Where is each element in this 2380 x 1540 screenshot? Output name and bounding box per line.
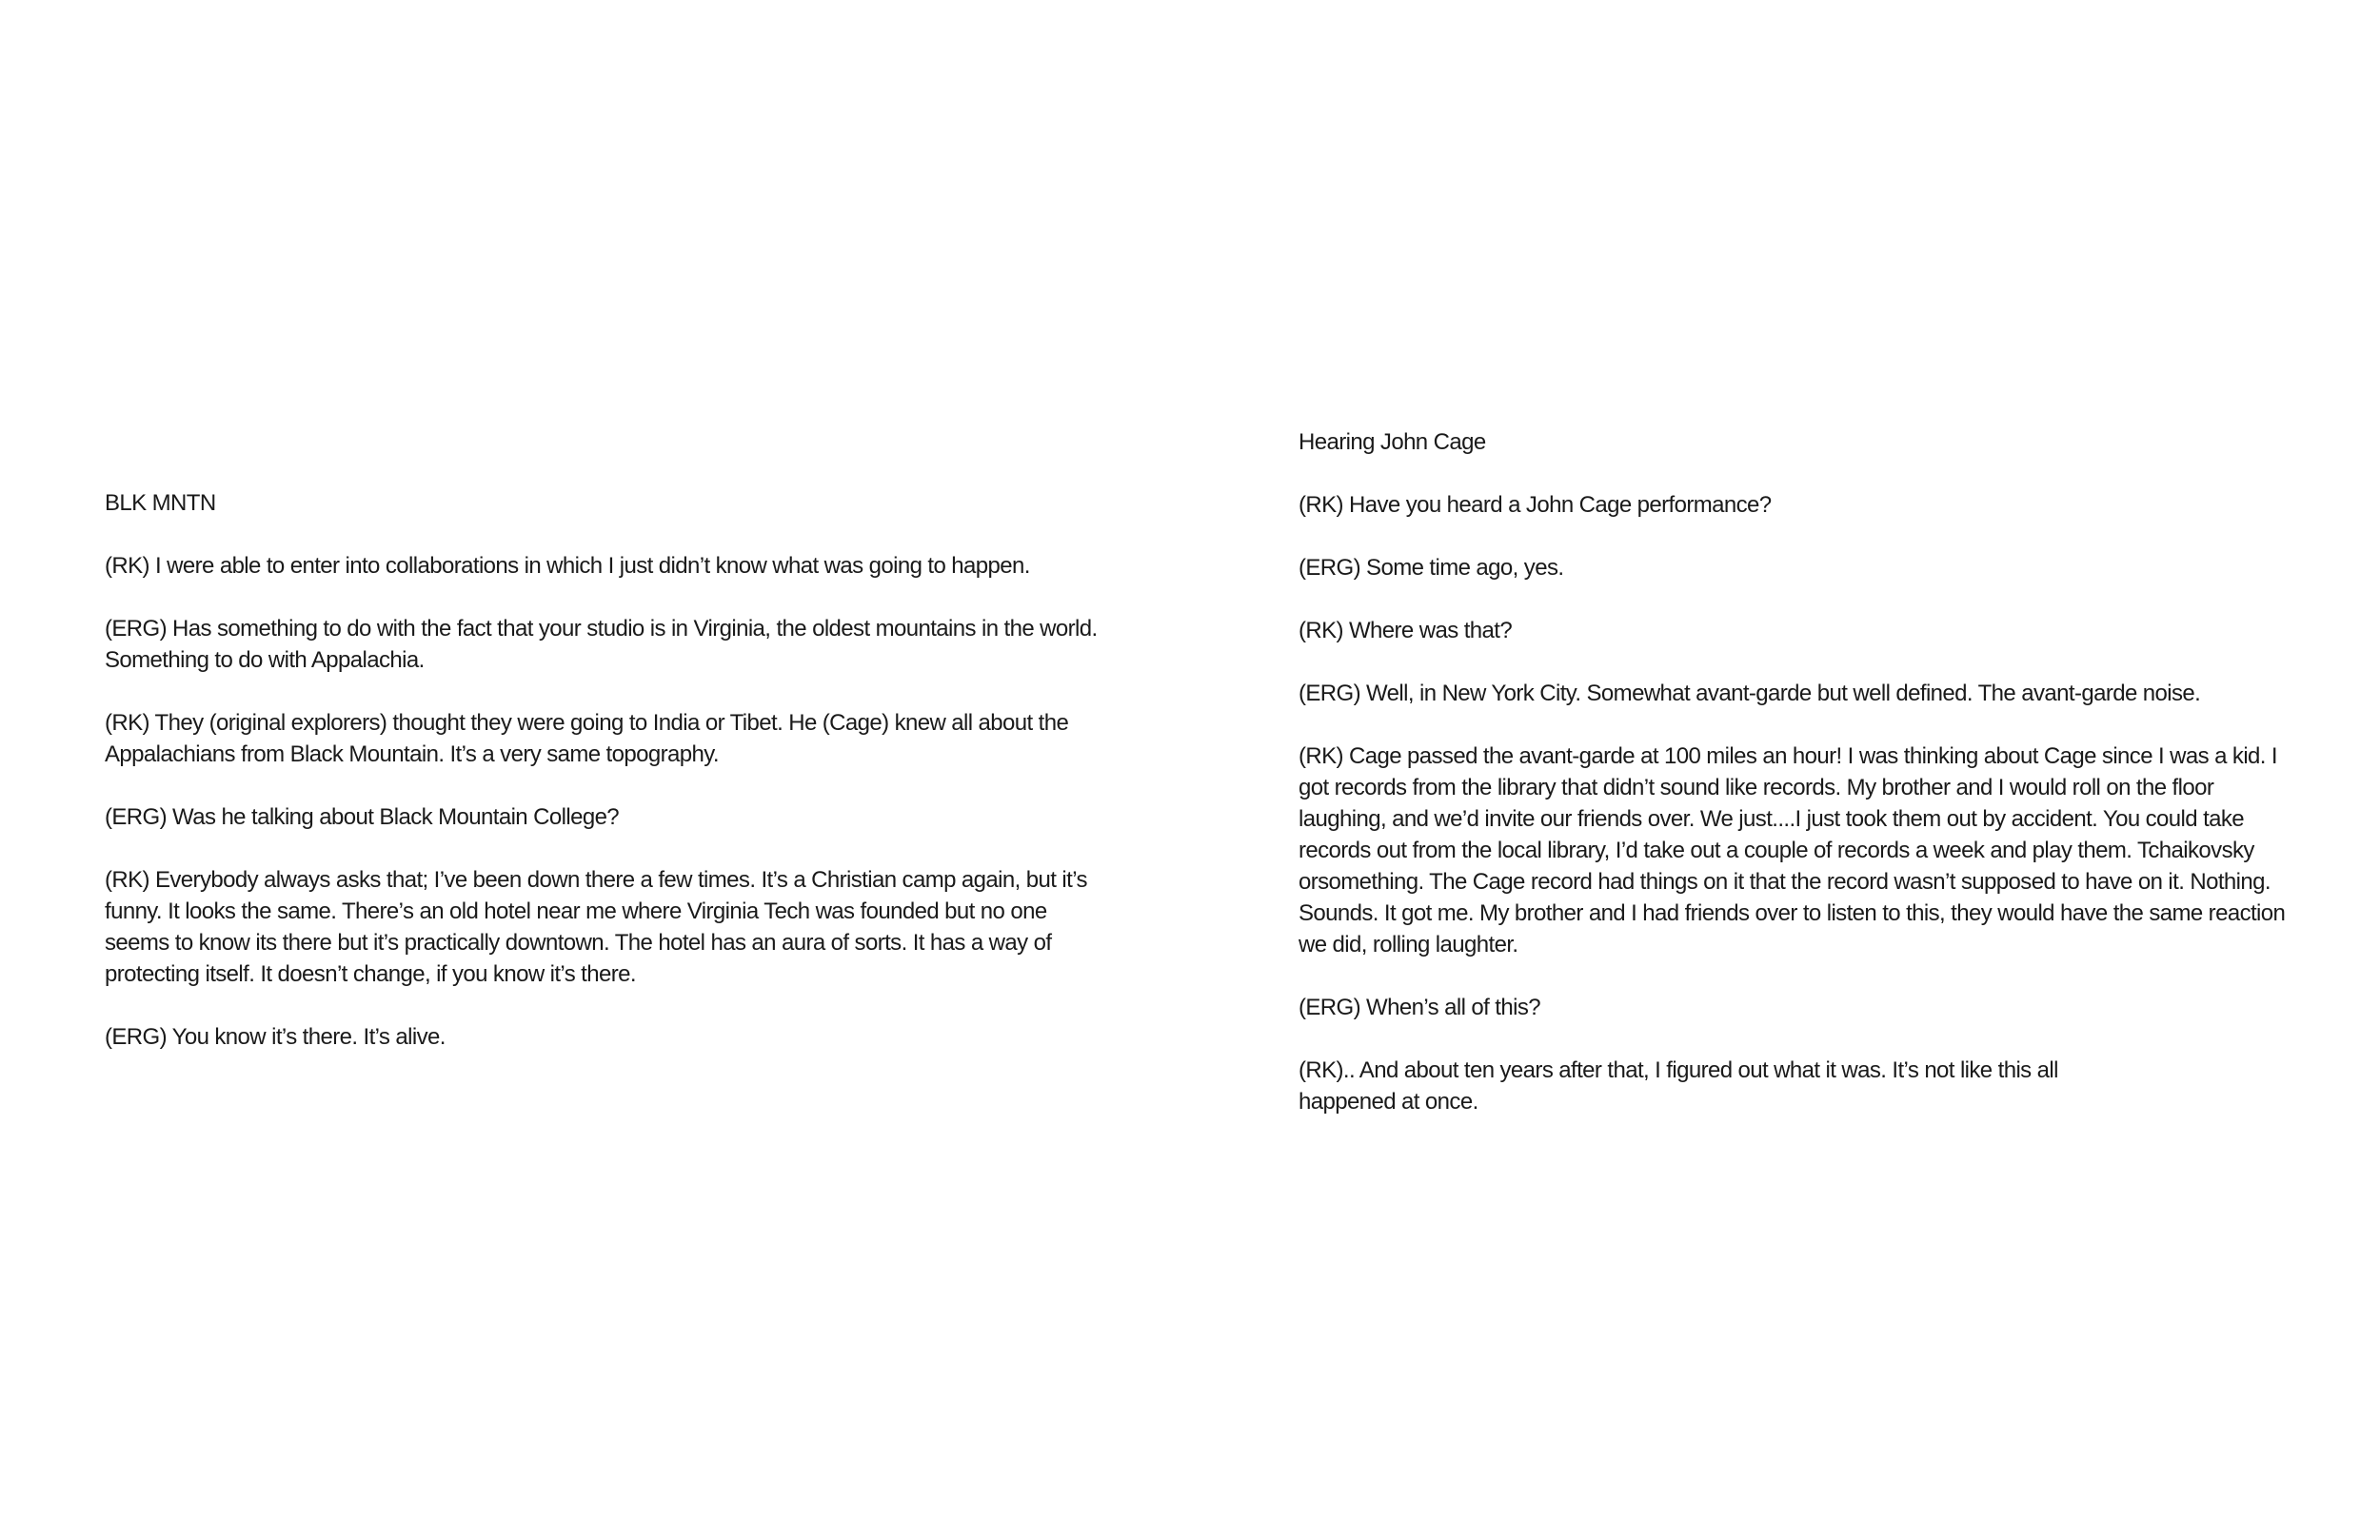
spacer [1299,709,2289,740]
spacer [105,582,1104,613]
spacer [105,770,1104,801]
left-paragraph-4: (ERG) Was he talking about Black Mountain College? [105,804,620,830]
left-page [105,487,1104,1053]
spacer [1299,521,2289,552]
spacer [105,676,1104,707]
spacer [1299,1023,2289,1055]
right-paragraph-3: (RK) Where was that? [1299,618,1513,643]
right-paragraph-1: (RK) Have you heard a John Cage performance? [1299,492,1772,518]
left-paragraph-5: (RK) Everybody always asks that; I’ve been down there a few times. It’s a Christian camp again, but it’s funny. It looks the same. There’s an old hotel near me where Virginia Tech was founded but no one seems to know its there but it’s practically downtown. The hotel has an aura of sorts. It has a way of protecting itself. It doesn’t change, if you know it’s there. [105,867,1087,987]
spacer [105,990,1104,1021]
left-page-title: BLK MNTN [105,490,216,516]
right-paragraph-2: (ERG) Some time ago, yes. [1299,555,1564,581]
spacer [105,833,1104,864]
right-paragraph-6: (ERG) When’s all of this? [1299,995,1540,1020]
right-paragraph-5: (RK) Cage passed the avant-garde at 100 miles an hour! I was thinking about Cage since I was a kid. I got records from the library that didn’t sound like records. My brother and I would roll on the floor laughing, and we’d invite our friends over. We just....I just took them out by accident. You could take records out from the local library, I’d take out a couple of records a week and play them. Tchaikovsky orsomething. The Cage record had things on it that the record wasn’t supposed to have on it. Nothing. Sounds. It got me. My brother and I had friends over to listen to this, they would have the same reaction we did, rolling laughter. [1299,743,2286,958]
spacer [105,519,1104,550]
right-paragraph-7-line-2: happened at once. [1299,1089,1478,1115]
right-paragraph-7-line-1: (RK).. And about ten years after that, I figured out what it was. It’s not like this all [1299,1057,2058,1083]
right-page-title: Hearing John Cage [1299,429,1486,455]
left-paragraph-2: (ERG) Has something to do with the fact that your studio is in Virginia, the oldest mountains in the world. Something to do with Appalachia. [105,616,1098,673]
left-paragraph-6: (ERG) You know it’s there. It’s alive. [105,1024,446,1050]
spacer [1299,583,2289,615]
spacer [1299,960,2289,992]
spacer [1299,458,2289,489]
left-paragraph-1: (RK) I were able to enter into collaborations in which I just didn’t know what was going to happen. [105,553,1030,579]
right-page [1299,426,2289,1117]
spacer [1299,646,2289,678]
left-paragraph-3: (RK) They (original explorers) thought they were going to India or Tibet. He (Cage) knew all about the Appalachians from Black Mountain. It’s a very same topography. [105,710,1069,767]
right-paragraph-4: (ERG) Well, in New York City. Somewhat avant-garde but well defined. The avant-garde noise. [1299,681,2201,706]
right-paragraph-7 [1299,1055,2289,1117]
